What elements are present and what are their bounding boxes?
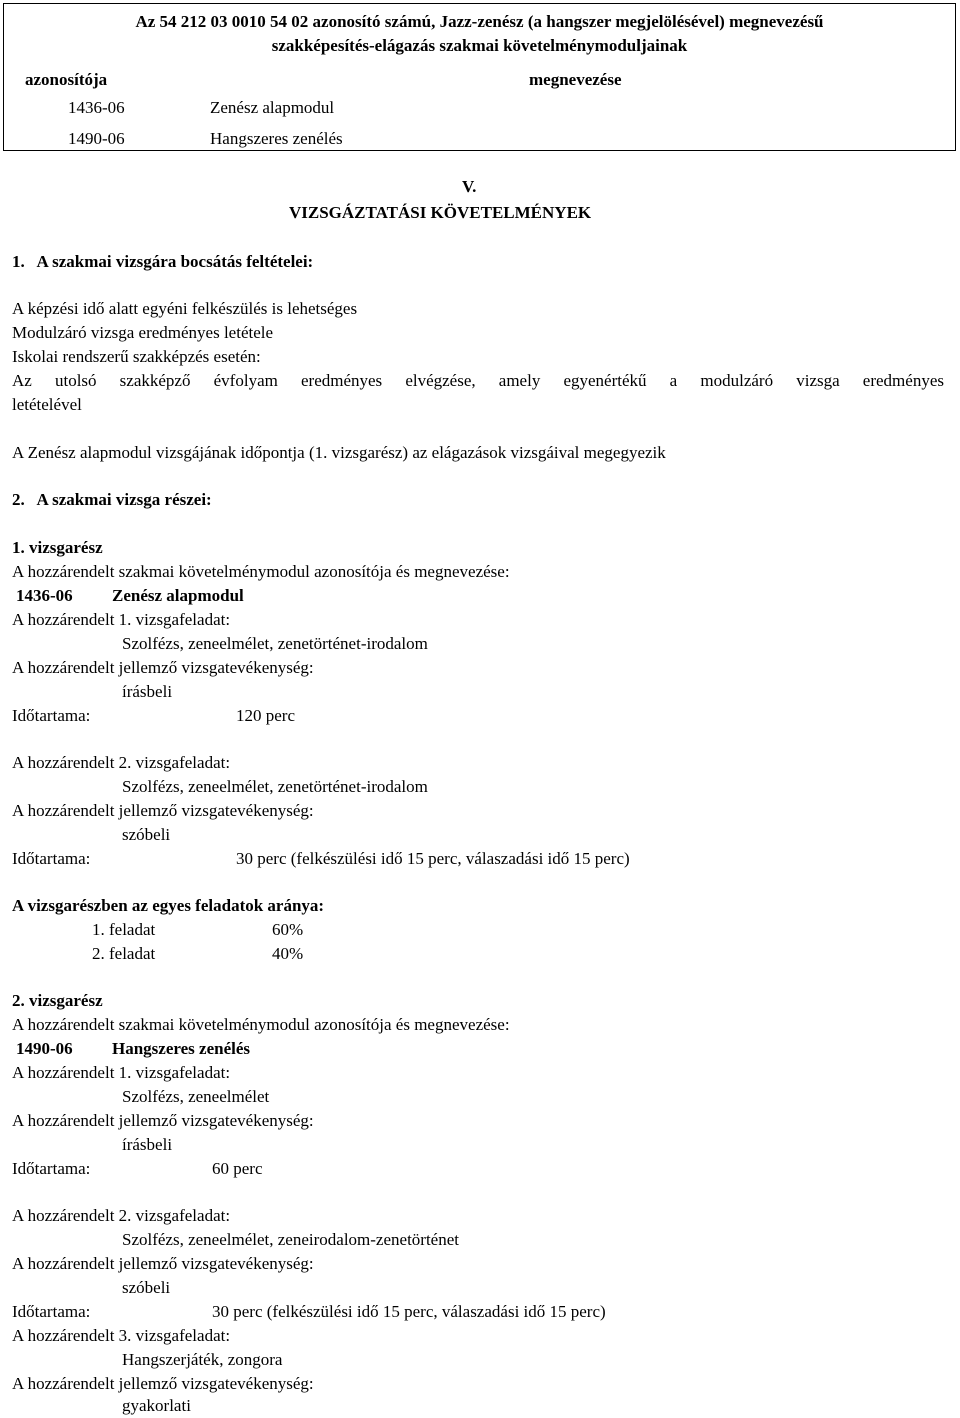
section1-line: Modulzáró vizsga eredményes letétele xyxy=(12,323,274,342)
part2-task3-activity-label: A hozzárendelt jellemző vizsgatevékenység: xyxy=(12,1374,314,1393)
part1-task2-duration-label: Időtartama: xyxy=(12,849,91,868)
section1-line: A képzési idő alatt egyéni felkészülés is lehetséges xyxy=(12,299,358,318)
section1-note: A Zenész alapmodul vizsgájának időpontja (1. vizsgarész) az elágazások vizsgáival megegyezik xyxy=(12,443,666,462)
part2-task1-activity-label: A hozzárendelt jellemző vizsgatevékenység: xyxy=(12,1111,314,1130)
part1-module-name: Zenész alapmodul xyxy=(112,586,244,605)
section2-heading: 2. A szakmai vizsga részei: xyxy=(12,490,212,509)
table-row-id: 1436-06 xyxy=(68,98,125,117)
section1-line: Iskolai rendszerű szakképzés esetén: xyxy=(12,347,261,366)
part1-module-id: 1436-06 xyxy=(16,586,73,605)
part2-task2-duration: 30 perc (felkészülési idő 15 perc, válaszadási idő 15 perc) xyxy=(212,1302,606,1321)
part2-task2-label: A hozzárendelt 2. vizsgafeladat: xyxy=(12,1206,231,1225)
part2-task2-activity: szóbeli xyxy=(122,1278,171,1297)
section1-heading: 1. A szakmai vizsgára bocsátás feltételei: xyxy=(12,252,314,271)
ratio-value: 40% xyxy=(272,944,304,963)
section1-paragraph-line2: letételével xyxy=(12,395,82,414)
table-row-name: Zenész alapmodul xyxy=(210,98,335,117)
part1-task1-activity-label: A hozzárendelt jellemző vizsgatevékenység: xyxy=(12,658,314,677)
table-row-name: Hangszeres zenélés xyxy=(210,129,343,148)
part2-task1-name: Szolfézs, zeneelmélet xyxy=(122,1087,270,1106)
part2-title: 2. vizsgarész xyxy=(12,991,103,1010)
part1-task1-label: A hozzárendelt 1. vizsgafeladat: xyxy=(12,610,231,629)
part2-task1-label: A hozzárendelt 1. vizsgafeladat: xyxy=(12,1063,231,1082)
ratio-value: 60% xyxy=(272,920,304,939)
part2-task2-name: Szolfézs, zeneelmélet, zeneirodalom-zenetörténet xyxy=(122,1230,459,1249)
column-header-name: megnevezése xyxy=(529,70,622,89)
part2-task2-duration-label: Időtartama: xyxy=(12,1302,91,1321)
part2-module-id: 1490-06 xyxy=(16,1039,73,1058)
part1-task2-name: Szolfézs, zeneelmélet, zenetörténet-irodalom xyxy=(122,777,428,796)
table-title-line1: Az 54 212 03 0010 54 02 azonosító számú, Jazz-zenész (a hangszer megjelölésével) megnevezésű xyxy=(135,12,824,31)
part1-title: 1. vizsgarész xyxy=(12,538,103,557)
part1-task1-name: Szolfézs, zeneelmélet, zenetörténet-irodalom xyxy=(122,634,428,653)
table-title-line2: szakképesítés-elágazás szakmai követelménymoduljainak xyxy=(271,36,688,55)
part2-task3-activity: gyakorlati xyxy=(122,1396,191,1415)
table-title xyxy=(4,10,955,58)
chapter-number: V. xyxy=(462,177,477,196)
part1-ratio-heading: A vizsgarészben az egyes feladatok aránya: xyxy=(12,896,325,915)
part2-task1-activity: írásbeli xyxy=(122,1135,173,1154)
part2-module-label: A hozzárendelt szakmai követelménymodul azonosítója és megnevezése: xyxy=(12,1015,510,1034)
section1-paragraph-line1: Az utolsó szakképző évfolyam eredményes elvégzése, amely egyenértékű a modulzáró vizsga eredményes xyxy=(12,371,944,390)
ratio-label: 2. feladat xyxy=(92,944,156,963)
part2-task1-duration: 60 perc xyxy=(212,1159,263,1178)
part1-task1-activity: írásbeli xyxy=(122,682,173,701)
part2-task3-name: Hangszerjáték, zongora xyxy=(122,1350,283,1369)
part1-task2-duration: 30 perc (felkészülési idő 15 perc, válaszadási idő 15 perc) xyxy=(236,849,630,868)
part1-task2-activity: szóbeli xyxy=(122,825,171,844)
column-header-id: azonosítója xyxy=(25,70,108,89)
part1-task2-activity-label: A hozzárendelt jellemző vizsgatevékenység: xyxy=(12,801,314,820)
ratio-label: 1. feladat xyxy=(92,920,156,939)
part1-module-label: A hozzárendelt szakmai követelménymodul azonosítója és megnevezése: xyxy=(12,562,510,581)
module-table xyxy=(3,3,956,151)
part2-module-name: Hangszeres zenélés xyxy=(112,1039,251,1058)
part2-task2-activity-label: A hozzárendelt jellemző vizsgatevékenység: xyxy=(12,1254,314,1273)
part2-task3-label: A hozzárendelt 3. vizsgafeladat: xyxy=(12,1326,231,1345)
part1-task2-label: A hozzárendelt 2. vizsgafeladat: xyxy=(12,753,231,772)
part2-task1-duration-label: Időtartama: xyxy=(12,1159,91,1178)
table-row-id: 1490-06 xyxy=(68,129,125,148)
chapter-title: VIZSGÁZTATÁSI KÖVETELMÉNYEK xyxy=(289,203,592,222)
part1-task1-duration-label: Időtartama: xyxy=(12,706,91,725)
part1-task1-duration: 120 perc xyxy=(236,706,296,725)
